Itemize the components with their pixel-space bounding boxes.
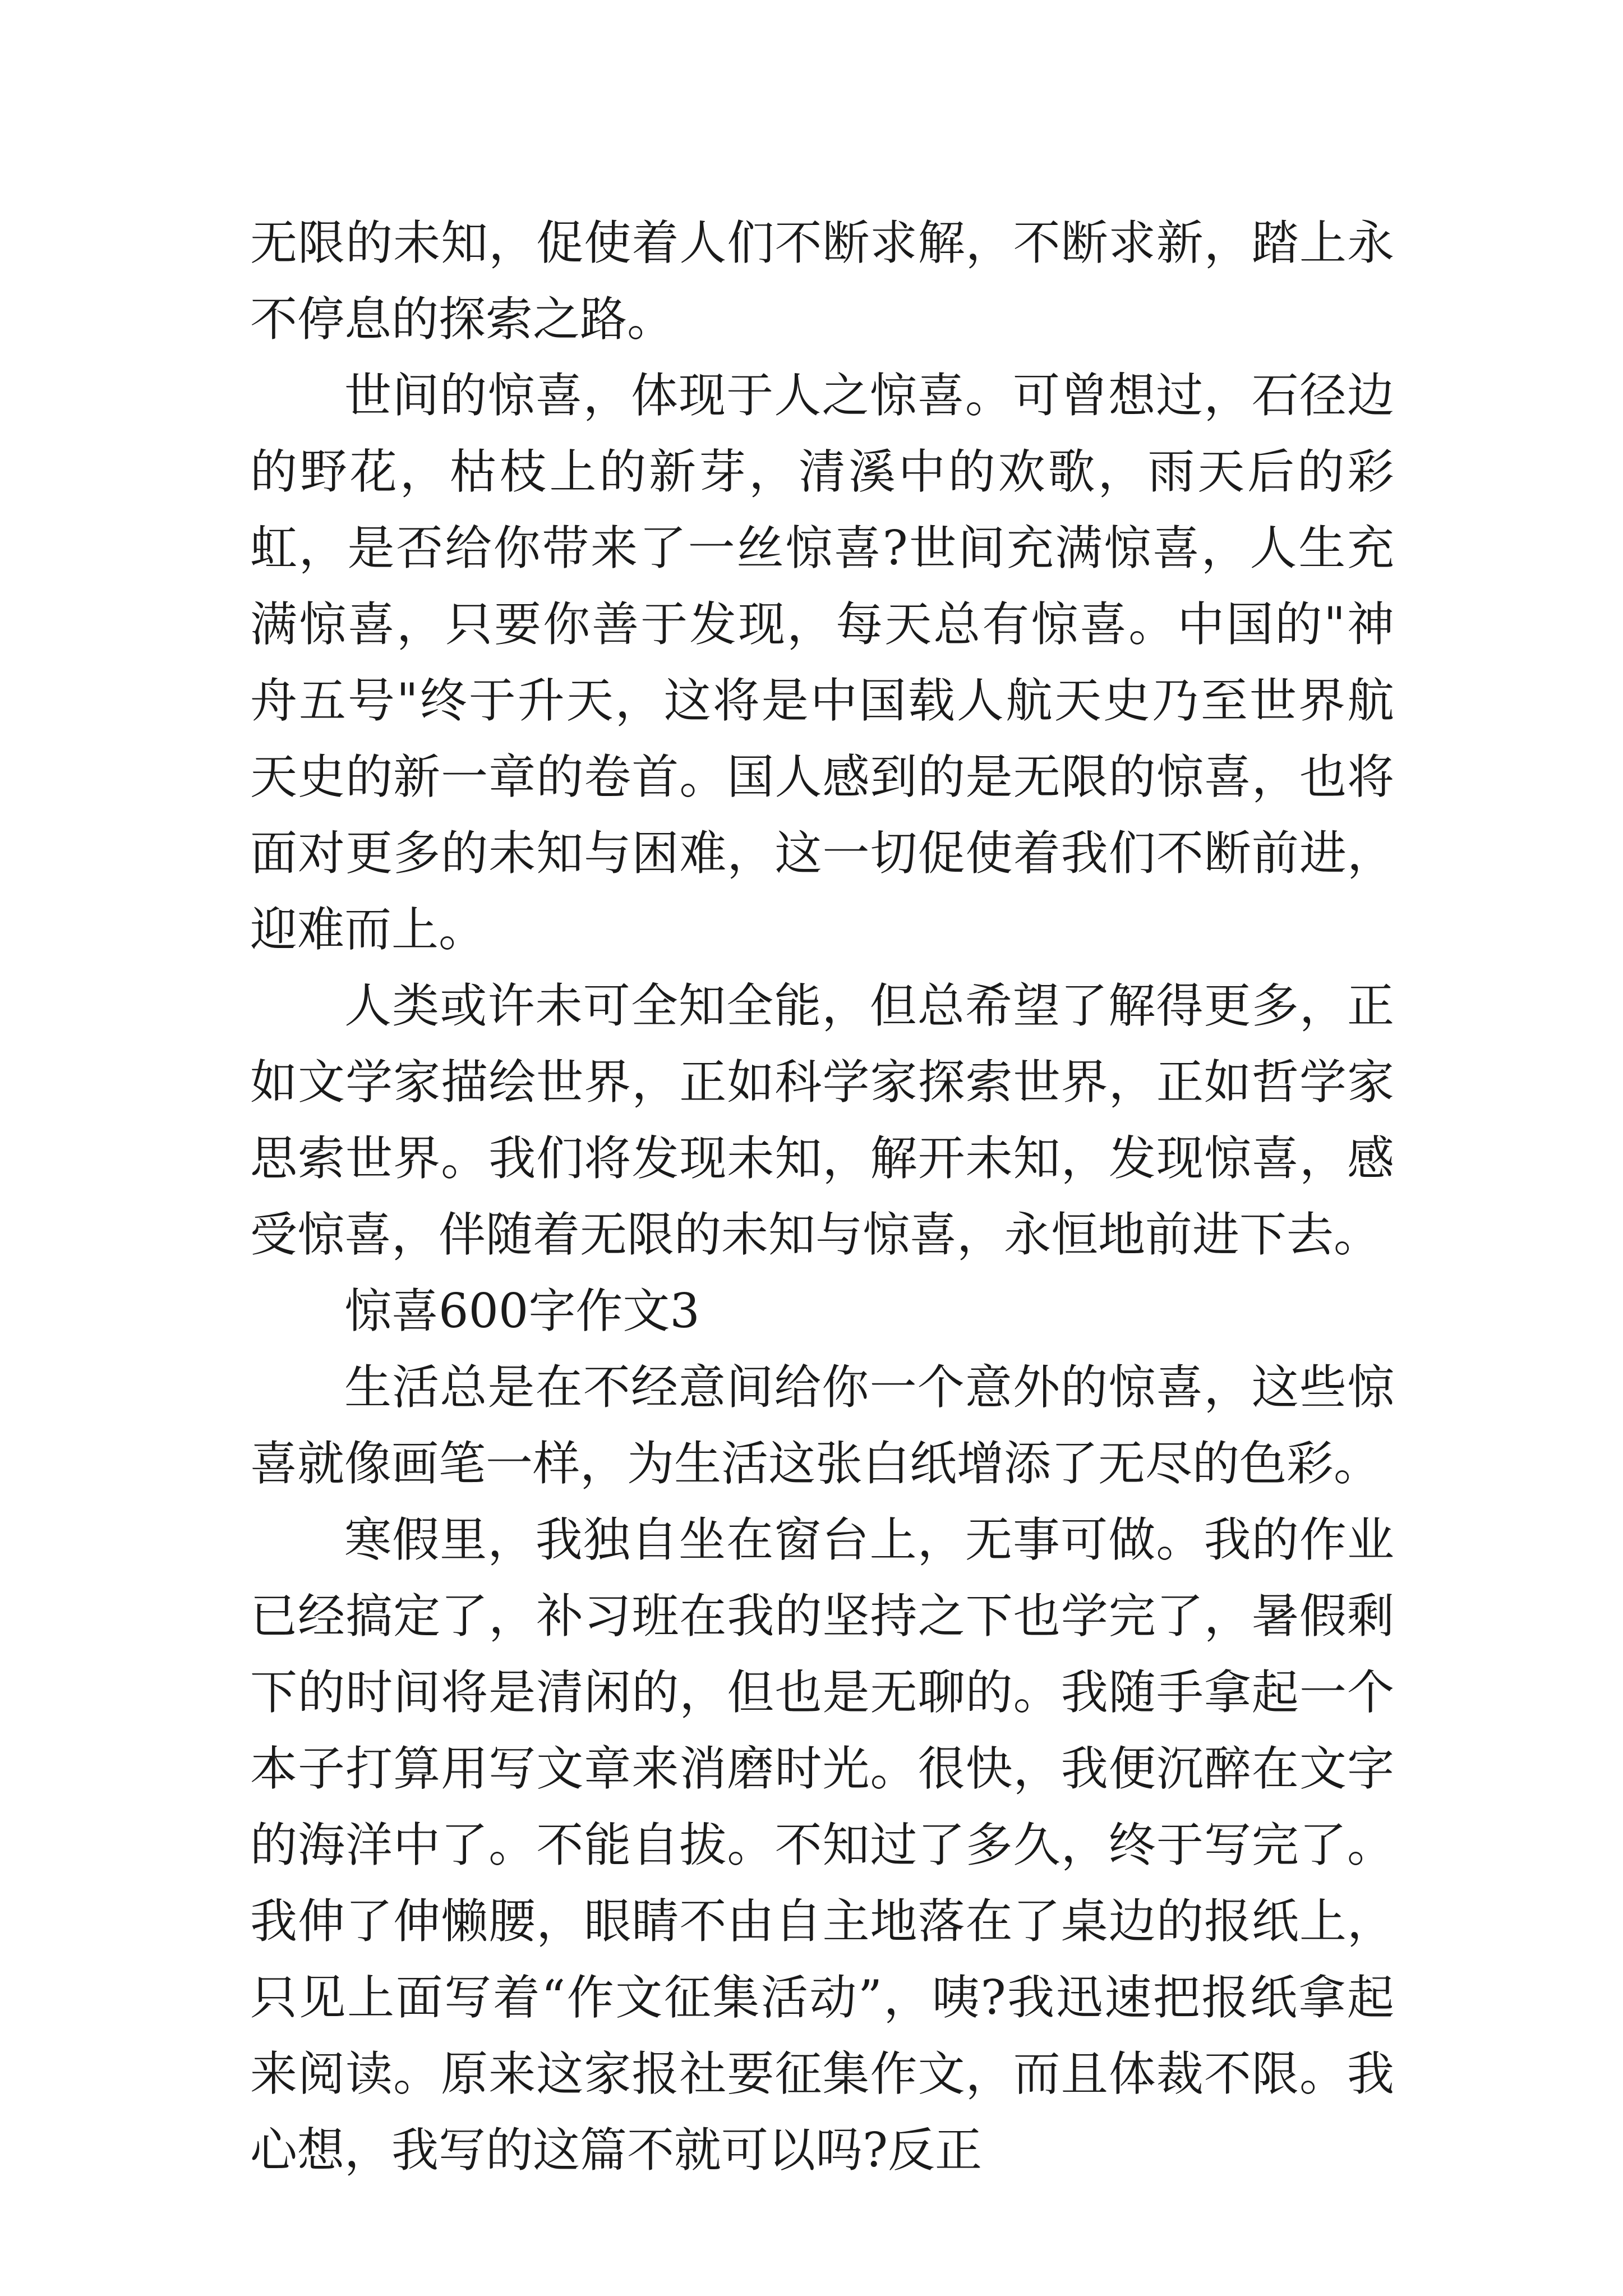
paragraph-humanity: 人类或许未可全知全能，但总希望了解得更多，正如文学家描绘世界，正如科学家探索世界，正如哲学家思索世界。我们将发现未知，解开未知，发现惊喜，感受惊喜，伴随着无限的未知与惊喜，永恒地前进下去。 — [250, 978, 1394, 1262]
paragraph-continuation: 无限的未知，促使着人们不断求解，不断求新，踏上永不停息的探索之路。 — [250, 215, 1394, 347]
paragraph-life-surprise: 生活总是在不经意间给你一个意外的惊喜，这些惊喜就像画笔一样，为生活这张白纸增添了无尽的色彩。 — [250, 1360, 1394, 1491]
paragraph-winter-break: 寒假里，我独自坐在窗台上，无事可做。我的作业已经搞定了，补习班在我的坚持之下也学完了，暑假剩下的时间将是清闲的，但也是无聊的。我随手拿起一个本子打算用写文章来消磨时光。很快，我便沉醉在文字的海洋中了。不能自拔。不知过了多久，终于写完了。我伸了伸懒腰，眼睛不由自主地落在了桌边的报纸上，只见上面写着“作文征集活动”，咦?我迅速把报纸拿起来阅读。原来这家报社要征集作文，而且体裁不限。我心想，我写的这篇不就可以吗?反正 — [250, 1512, 1394, 2178]
paragraph-world-surprise: 世间的惊喜，体现于人之惊喜。可曾想过，石径边的野花，枯枝上的新芽，清溪中的欢歌，雨天后的彩虹，是否给你带来了一丝惊喜?世间充满惊喜，人生充满惊喜，只要你善于发现，每天总有惊喜。中国的"神舟五号"终于升天，这将是中国载人航天史乃至世界航天史的新一章的卷首。国人感到的是无限的惊喜，也将面对更多的未知与困难，这一切促使着我们不断前进，迎难而上。 — [250, 368, 1394, 957]
document-body — [250, 205, 1394, 2188]
essay-3-heading: 惊喜600字作文3 — [344, 1283, 700, 1338]
